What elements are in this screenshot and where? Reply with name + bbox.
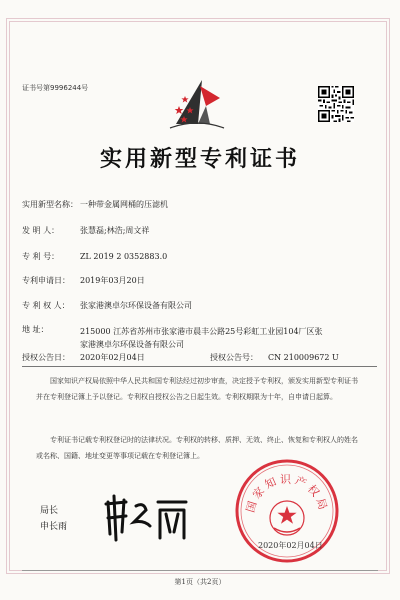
field-address xyxy=(22,325,323,349)
footer-divider xyxy=(22,570,378,571)
field-utility-model-name xyxy=(22,200,168,210)
field-designers xyxy=(22,226,150,236)
field-label: 授权公告日： xyxy=(22,353,70,362)
signatory-title: 局长 xyxy=(40,506,59,516)
field-label: 地 址： xyxy=(22,325,49,334)
certificate-number: 证书号第9996244号 xyxy=(22,84,89,92)
field-value: 一种带金属网桶的压滤机 xyxy=(80,200,168,209)
field-label: 专 利 号： xyxy=(22,252,60,261)
field-grant-date xyxy=(22,353,145,363)
seal-text: 国家知识产权局 xyxy=(243,473,331,514)
body-paragraph-2: 专利证书记载专利权登记时的法律状况。专利权的转移、质押、无效、终止、恢复和专利权人的姓名或名称、国籍、地址变更等事项记载在专利登记簿上。 xyxy=(36,436,358,460)
field-value: 215000 江苏省苏州市张家港市晨丰公路25号彩虹工业园104厂区张家港澳卓尔环保设备有限公司 xyxy=(80,327,323,349)
signatory-name: 申长雨 xyxy=(40,522,68,532)
field-value: 2020年02月04日 xyxy=(80,353,145,362)
certificate-title: 实用新型专利证书 xyxy=(99,146,300,172)
field-label: 专 利 权 人： xyxy=(22,301,70,310)
field-label: 专利申请日： xyxy=(22,276,70,285)
signature-icon xyxy=(100,494,190,542)
field-label: 发 明 人： xyxy=(22,226,60,235)
field-value: 2019年03月20日 xyxy=(80,276,145,285)
field-value: 张慧磊;林浩;周文祥 xyxy=(80,226,150,235)
patent-office-emblem-icon xyxy=(168,78,226,134)
seal-date: 2020年02月04日 xyxy=(258,541,323,550)
field-grant-number xyxy=(210,353,339,363)
field-value: ZL 2019 2 0352883.0 xyxy=(80,252,168,261)
field-value: CN 210009672 U xyxy=(268,353,339,362)
field-patent-number xyxy=(22,252,168,262)
field-patentee xyxy=(22,301,192,311)
field-value: 张家港澳卓尔环保设备有限公司 xyxy=(80,301,192,310)
divider xyxy=(22,366,377,367)
page-footer: 第1页（共2页） xyxy=(174,578,226,586)
field-label: 实用新型名称： xyxy=(22,200,78,209)
field-label: 授权公告号： xyxy=(210,353,258,362)
field-filing-date xyxy=(22,276,145,286)
qr-code-icon xyxy=(318,86,354,122)
body-paragraph-1: 国家知识产权局依照中华人民共和国专利法经过初步审查，决定授予专利权，颁发实用新型专利证书并在专利登记簿上予以登记。专利权自授权公告之日起生效。专利权期限为十年，自申请日起算。 xyxy=(36,377,358,401)
